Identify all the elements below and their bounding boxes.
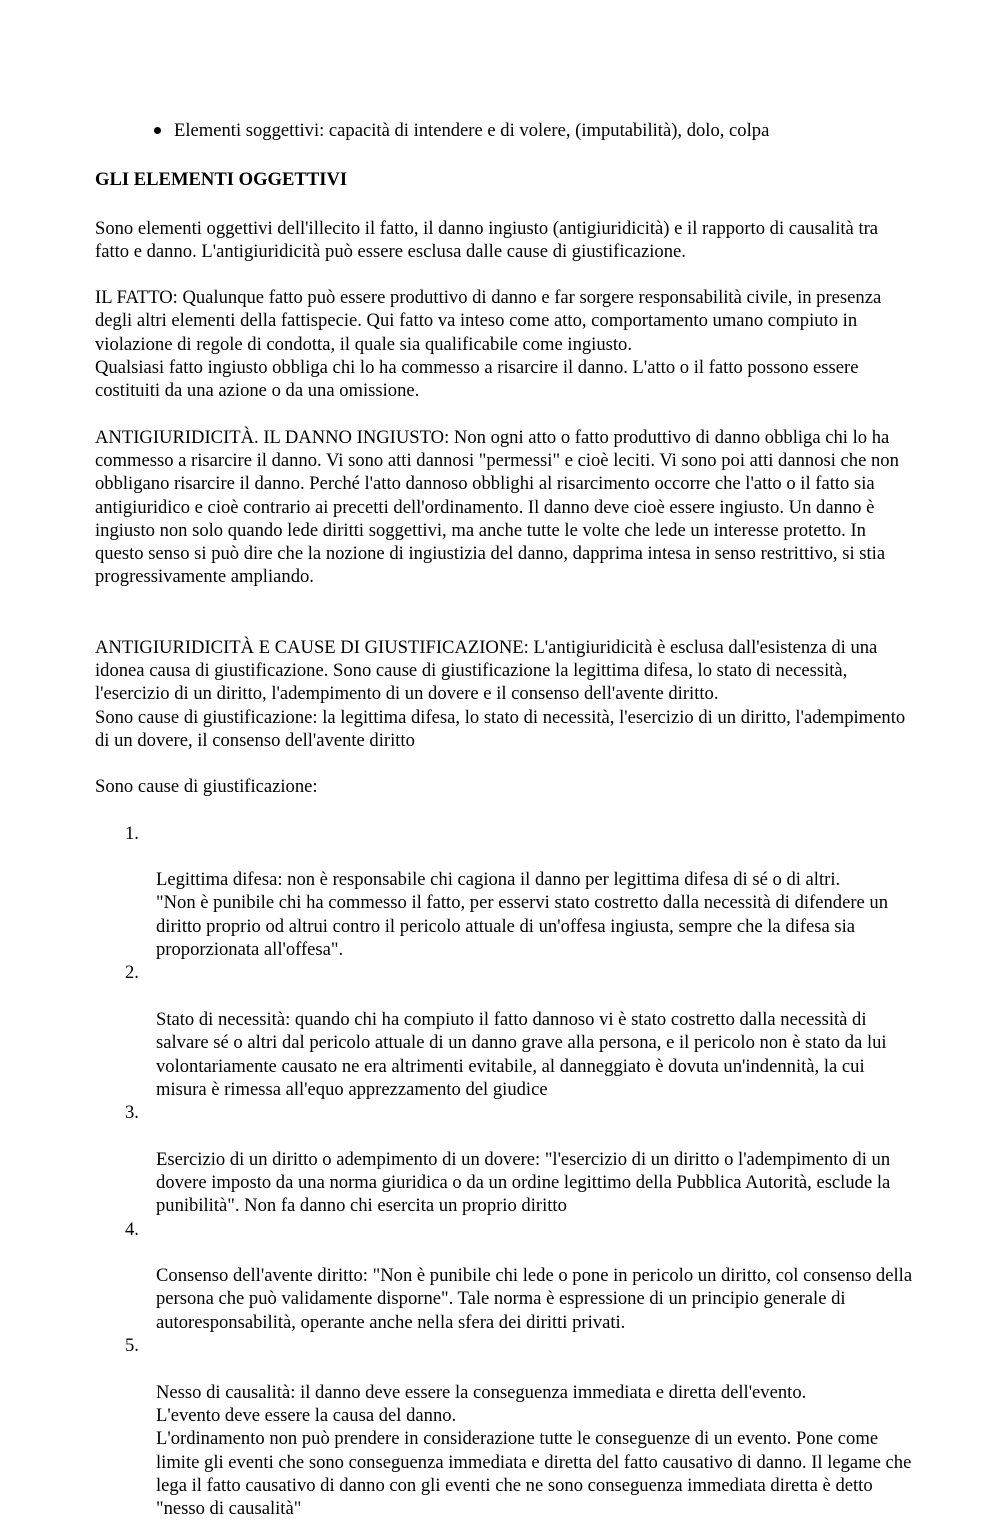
paragraph-cause-giustificazione: ANTIGIURIDICITÀ E CAUSE DI GIUSTIFICAZIONE: L'antigiuridicità è esclusa dall'esistenza di una idonea causa di giustificazione. Sono cause di giustificazione la legittima difesa, lo stato di necessità, l'esercizio di un diritto, l'adempimento di un dovere e il consenso dell'avente diritto. Sono cause di giustificazione: la legittima difesa, lo stato di necessità, l'esercizio di un diritto, l'adempimento di un dovere, il consenso dell'avente diritto: [95, 636, 906, 751]
numbered-list: [95, 822, 915, 1520]
paragraph-fatto: IL FATTO: Qualunque fatto può essere produttivo di danno e far sorgere responsabilità civile, in presenza degli altri elementi della fattispecie. Qui fatto va inteso come atto, comportamento umano compiuto in violazione di regole di condotta, il quale sia qualificabile come ingiusto. Qualsiasi fatto ingiusto obbliga chi lo ha commesso a risarcire il danno. L'atto o il fatto possono essere costituiti da una azione o da una omissione.: [95, 287, 882, 402]
list-item-text: Legittima difesa: non è responsabile chi cagiona il danno per legittima difesa di sé o di altri. "Non è punibile chi ha commesso il fatto, per esservi stato costretto dalla necessità di difendere un diritto proprio od altrui contro il pericolo attuale di un'offesa ingiusta, sempre che la difesa sia proporzionata all'offesa".: [156, 869, 889, 961]
list-item: [95, 822, 915, 962]
list-item: [95, 1334, 915, 1520]
list-item-text: Esercizio di un diritto o adempimento di un dovere: "l'esercizio di un diritto o l'adempimento di un dovere imposto da una norma giuridica o da un ordine legittimo della Pubblica Autorità, esclude la punibilità". Non fa danno chi esercita un proprio diritto: [156, 1148, 891, 1217]
list-item-text: Consenso dell'avente diritto: "Non è punibile chi lede o pone in pericolo un diritto, col consenso della persona che può validamente disporne". Tale norma è espressione di un principio generale di autoresponsabilità, operante anche nella sfera dei diritti privati.: [156, 1265, 913, 1333]
list-item-number: 4.: [125, 1218, 139, 1240]
list-item-number: 5.: [125, 1335, 139, 1357]
bullet-list: [95, 119, 915, 142]
list-item-number: 2.: [125, 962, 139, 984]
list-item-text: Nesso di causalità: il danno deve essere la conseguenza immediata e diretta dell'evento. L'evento deve essere la causa del danno. L'ordinamento non può prendere in considerazione tutte le conseguenze di un evento. Pone come limite gli eventi che sono conseguenza immediata e diretta del fatto causativo di danno. Il legame che lega il fatto causativo di danno con gli eventi che ne sono conseguenza immediata diretta è detto "nesso di causalità": [156, 1381, 912, 1520]
list-item-number: 3.: [125, 1102, 139, 1124]
list-item-number: 1.: [125, 822, 139, 844]
list-item: [95, 1218, 915, 1334]
list-item-text: Stato di necessità: quando chi ha compiuto il fatto dannoso vi è stato costretto dalla necessità di salvare sé o altri dal pericolo attuale di un danno grave alla persona, e il pericolo non è stato da lui volontariamente causato ne era altrimenti evitabile, al danneggiato è dovuta un'indennità, la cui misura è rimessa all'equo apprezzamento del giudice: [156, 1008, 887, 1100]
paragraph-list-intro: Sono cause di giustificazione:: [95, 776, 318, 798]
bullet-item-elementi-soggettivi: Elementi soggettivi: capacità di intendere e di volere, (imputabilità), dolo, colpa: [95, 119, 915, 142]
document-page: [95, 119, 915, 1520]
paragraph-danno-ingiusto: ANTIGIURIDICITÀ. IL DANNO INGIUSTO: Non ogni atto o fatto produttivo di danno obbliga chi lo ha commesso a risarcire il danno. Vi sono atti dannosi "permessi" e cioè leciti. Vi sono poi atti dannosi che non obbligano risarcire il danno. Perché l'atto dannoso obblighi al risarcimento occorre che l'atto o il fatto sia antigiuridico e cioè contrario ai precetti dell'ordinamento. Il danno deve cioè essere ingiusto. Un danno è ingiusto non solo quando lede diritti soggettivi, ma anche tutte le volte che lede un interesse protetto. In questo senso si può dire che la nozione di ingiustizia del danno, dapprima intesa in senso restrittivo, si stia progressivamente ampliando.: [95, 426, 899, 588]
list-item: [95, 1101, 915, 1217]
section-heading: GLI ELEMENTI OGGETTIVI: [95, 169, 348, 191]
paragraph-intro: Sono elementi oggettivi dell'illecito il fatto, il danno ingiusto (antigiuridicità) e il rapporto di causalità tra fatto e danno. L'antigiuridicità può essere esclusa dalle cause di giustificazione.: [95, 217, 879, 262]
list-item: [95, 961, 915, 1101]
